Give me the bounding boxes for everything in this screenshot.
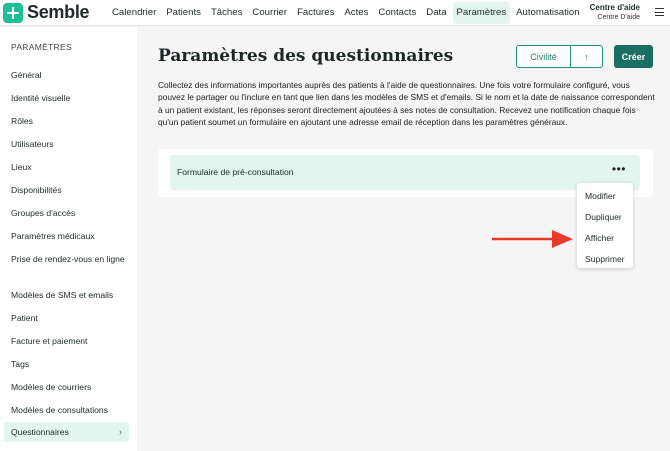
page-description: Collectez des informations importantes auprès des patients à l'aide de questionnaires. Une fois votre formulaire configuré, vous pouvez le partager ou l'inclure en tant que lien dans les modèles de SMS et d'emails. Si le nom et la date de naissance correspondent à un patient existant, les réponses seront directement ajoutées à ses notes de consultation. Recevez une notification chaque fois qu'un patient soumet un formulaire en ajoutant une adresse email de réception dans les paramètres généraux.: [158, 80, 655, 128]
sidebar-item-groupes-acces[interactable]: Groupes d'accès: [11, 208, 76, 218]
sidebar-item-facture[interactable]: Facture et paiement: [11, 336, 88, 346]
list-item[interactable]: [170, 155, 640, 190]
sidebar-item-roles[interactable]: Rôles: [11, 116, 33, 126]
civility-button[interactable]: Civilité: [517, 46, 571, 67]
nav-patients[interactable]: Patients: [166, 6, 201, 18]
settings-sidebar: [0, 27, 137, 451]
nav-taches[interactable]: Tâches: [210, 6, 243, 18]
menu-item-afficher[interactable]: Afficher: [585, 233, 614, 243]
help-title: Centre d'aide: [589, 3, 640, 12]
sidebar-header: PARAMÈTRES: [11, 42, 72, 52]
sidebar-item-prise-rdv[interactable]: Prise de rendez-vous en ligne: [11, 254, 125, 264]
red-arrow-annotation-icon: [492, 229, 574, 249]
sidebar-item-lieux[interactable]: Lieux: [11, 162, 32, 172]
menu-item-supprimer[interactable]: Supprimer: [585, 254, 625, 264]
sidebar-item-tags[interactable]: Tags: [11, 359, 30, 369]
more-options-icon[interactable]: •••: [611, 162, 626, 176]
menu-item-modifier[interactable]: Modifier: [585, 191, 616, 201]
menu-item-dupliquer[interactable]: Dupliquer: [585, 212, 622, 222]
sidebar-item-modeles-courriers[interactable]: Modèles de courriers: [11, 382, 92, 392]
chevron-right-icon: ›: [119, 427, 122, 437]
nav-automatisation[interactable]: Automatisation: [516, 6, 580, 18]
logo[interactable]: [3, 2, 103, 23]
nav-contacts[interactable]: Contacts: [378, 6, 417, 18]
form-name: Formulaire de pré-consultation: [177, 167, 294, 177]
help-subtitle: Centre D'aide: [597, 14, 640, 21]
nav-data[interactable]: Data: [426, 6, 447, 18]
sidebar-item-patient[interactable]: Patient: [11, 313, 38, 323]
main-nav: [108, 0, 586, 26]
create-button[interactable]: Créer: [614, 45, 653, 68]
sidebar-item-disponibilites[interactable]: Disponibilités: [11, 185, 62, 195]
nav-parametres[interactable]: Paramètres: [453, 2, 511, 24]
semble-logo-icon: [3, 3, 23, 23]
nav-actes[interactable]: Actes: [344, 6, 369, 18]
sidebar-item-modeles-consultations[interactable]: Modèles de consultations: [11, 405, 108, 415]
sidebar-item-questionnaires[interactable]: [4, 422, 129, 442]
nav-calendrier[interactable]: Calendrier: [112, 6, 157, 18]
hamburger-menu-icon[interactable]: [655, 8, 664, 17]
help-center[interactable]: [590, 3, 640, 21]
sidebar-item-parametres-medicaux[interactable]: Paramètres médicaux: [11, 231, 95, 241]
nav-factures[interactable]: Factures: [297, 6, 335, 18]
page-title: Paramètres des questionnaires: [158, 46, 454, 66]
sidebar-item-general[interactable]: Général: [11, 70, 42, 80]
sidebar-item-modeles-sms[interactable]: Modèles de SMS et emails: [11, 290, 114, 300]
civility-button-group: [516, 45, 603, 68]
brand-name: Semble: [27, 2, 90, 22]
sidebar-item-identite-visuelle[interactable]: Identité visuelle: [11, 93, 71, 103]
nav-courrier[interactable]: Courrier: [252, 6, 288, 18]
top-navigation: [0, 0, 670, 26]
actions-dropdown: [577, 183, 633, 268]
up-arrow-icon[interactable]: ↑: [584, 51, 589, 62]
sidebar-item-utilisateurs[interactable]: Utilisateurs: [11, 139, 54, 149]
sidebar-item-label: Questionnaires: [11, 427, 69, 437]
